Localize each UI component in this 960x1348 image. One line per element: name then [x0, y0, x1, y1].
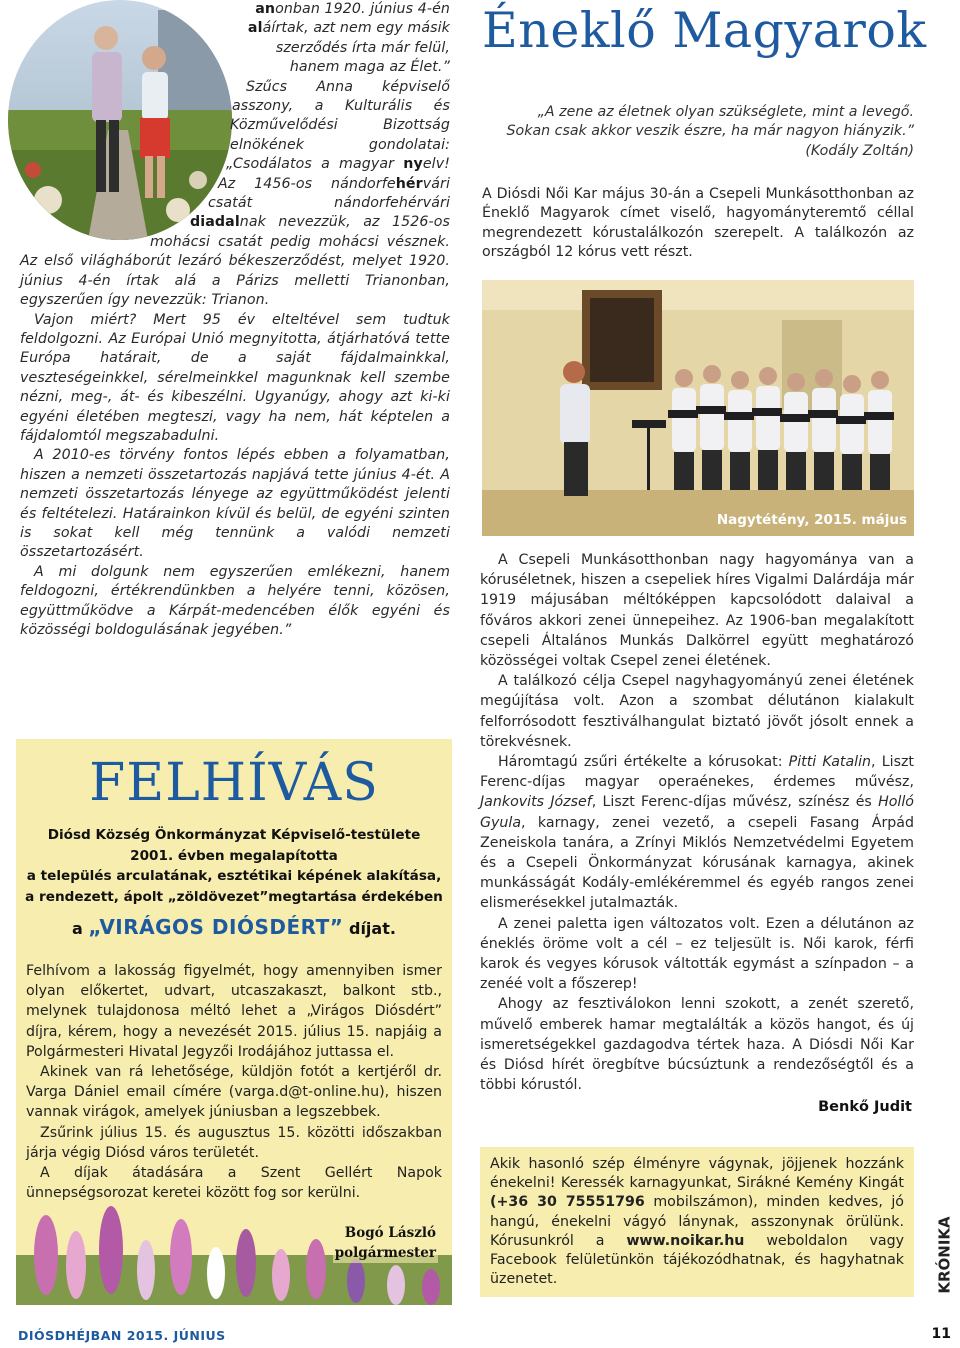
felhivas-box [16, 739, 452, 1305]
kodaly-quote: „A zene az életnek olyan szükséglete, mint a levegő. Sokan csak akkor veszik észre, ha már nagyon hiányzik.” (Kodály Zoltán) [506, 104, 914, 159]
page-number: 11 [931, 1326, 951, 1342]
article-paragraph-2: Vajon miért? Mert 95 év elteltével sem tudtuk feldolgozni. Az Európai Unió megnyitotta, átjárhatóvá tette Európa határait, de a saját fájdalmainkkal, veszteségeinkkel, sérelmeinkkel magunknak kell szembe nézni, meg-, át- és kibeszélni. Ugyanúgy, ahogy azt ki-ki egyéni életében megteszi, vagy ha nem, hát képtelen a fájdalomtól megszabadulni. [20, 311, 450, 444]
felhivas-signature: Bogó László polgármester [334, 1225, 436, 1261]
choir-photo [482, 280, 914, 550]
phone-number: (+36 30 75551796 [490, 1194, 645, 1211]
article-paragraph-1: anonban 1920. június 4-én aláírtak, azt nem egy másik szerződés írta már felül, hanem maga az Élet.” [247, 1, 450, 76]
choir-intro: A Diósdi Női Kar május 30-án a Csepeli Munkásotthonban az Éneklő Magyarok címet viselő, hagyományteremtő céllal megrendezett kórustalálkozón szerepelt. A találkozón az országból 12 kórus vett részt. [482, 186, 914, 261]
trianon-article [20, 0, 450, 640]
recruit-text: Akik hasonló szép élményre vágynak, jöjjenek hozzánk énekelni! Keressék karnagyunkat, Sirákné Kemény Kingát (+36 30 75551796 mobilszámon), minden kedves, jó hangú, énekelni vágyó lánynak, asszonynak örülünk. Kórusunkról a www.noikar.hu weboldalon vagy Facebook felületünkön tájékozódhatnak, és hagyhatnak üzenetet. [490, 1156, 904, 1288]
award-name: „VIRÁGOS DIÓSDÉRT” [88, 915, 344, 939]
article-author: Benkő Judit [818, 1099, 912, 1115]
footer-publication: DIÓSDHÉJBAN 2015. JÚNIUS [18, 1328, 226, 1343]
article-paragraph-3: A 2010-es törvény fontos lépés ebben a folyamatban, hiszen a nemzeti összetartozás napjává tette június 4-ét. A nemzeti összetartozás lényege az együttműködést jelenti és feltételezi. Határainkon kívül és belül, de egyéni szinten is sokat kell még tennünk a valódi nemzeti összetartozásért. [20, 447, 450, 561]
section-side-label [930, 1210, 960, 1300]
felhivas-title: FELHÍVÁS [89, 753, 379, 813]
article-paragraph-quote: Szűcs Anna képviselő asszony, a Kulturális és Közművelődési Bizottság elnökének gondolatai: „Csodálatos a magyar nyelv! Az 1456-os nándorfehérvári csatát nándorfehérvári diadalnak nevezzük, az 1526-os mohácsi csatát pedig mohácsi vésznek. Az első világháborút lezáró békeszerződést, melyet 1920. június 4-én írtak alá a Párizs melletti Trianonban, egyszerűen így nevezzük: Trianon. [20, 78, 450, 309]
juror-name: Jankovits József [480, 794, 592, 811]
felhivas-intro: Diósd Község Önkormányzat Képviselő-testülete 2001. évben megalapította a település arculatának, esztétikai képének alakítása, a rendezett, ápolt „zöldövezet”megtartása érdekében [25, 827, 443, 905]
choir-article-title: Éneklő Magyarok [482, 2, 927, 59]
juror-name: Holló Gyula [480, 794, 914, 831]
website-link[interactable]: www.noikar.hu [626, 1232, 745, 1249]
award-line: a „VIRÁGOS DIÓSDÉRT” díjat. [72, 915, 396, 939]
recruit-box [480, 1147, 914, 1297]
choir-body: A Csepeli Munkásotthonban nagy hagyománya van a kóruséletnek, hiszen a csepeliek híres Vigalmi Dalárdája már 1919 májusában méltóképpen kapcsolódott dalaival a főváros akkori zenei ünnepeihez. Az 1906-ban megalakított csepeli Általános Munkás Dalkörrel együtt meghatározó közösségei voltak Csepel zenei életének. A találkozó célja Csepel nagyhagyományú zenei életének megújítása volt. Azon a szombat délutánon kialakult felforrósodott fesztiválhangulat biztató jövőt jósolt ennek a törekvésnek. Háromtagú zsűri értékelte a kórusokat: Pitti Katalin, Liszt Ferenc-díjas magyar operaénekes, érdemes művész, Jankovits József, Liszt Ferenc-díjas művész, színész és Holló Gyula, karnagy, zenei vezető, a csepeli Fasang Árpád Zeneiskola tanára, a Zrínyi Miklós Nemzetvédelmi Egyetem és a Csepeli Önkormányzat kórusának karnagya, akinek munkásságát Kodály-emlékéremmel és egyéb rangos zenei elismerésekkel jutalmazták. A zenei paletta igen változatos volt. Ezen a délutánon az éneklés öröme volt a cél – ez teljesült is. Női karok, férfi karok és vegyes kórusok váltották egymást a színpadon – a zenéé volt a főszerep! Ahogy az fesztiválokon lenni szokott, a zenét szerető, művelő emberek hamar megtalálták a közös hangot, és új ismeretségekkel gazdagodva tértek haza. A Diósdi Női Kar és Diósd hírét öregbítve búcsúztunk a rendezőségtől és a többi kórustól. [480, 552, 914, 1094]
felhivas-body: Felhívom a lakosság figyelmét, hogy amennyiben ismer olyan előkertet, udvart, utcaszakaszt, balkont stb., melynek tulajdonosa méltó lehet a „Virágos Diósdért” díjra, kérem, hogy a nevezését 2015. július 15. napjáig a Polgármesteri Hivatal Jegyzői Irodájához juttassa el. Akinek van rá lehetősége, küldjön fotót a kertjéről dr. Varga Dániel email címére (varga.d@t-online.hu), hiszen vannak virágok, amelyek júniusban a legszebbek. Zsűrink július 15. és augusztus 15. közötti időszakban járja végig Diósd város területét. A díjak átadására a Szent Gellért Napok ünnepségsorozat keretei között fog sor kerülni. [26, 963, 442, 1202]
photo-caption: Nagytétény, 2015. május 20. [716, 512, 907, 550]
juror-name: Pitti Katalin [788, 754, 872, 771]
svg-text:KRÓNIKA: KRÓNIKA [935, 1216, 954, 1294]
article-paragraph-4: A mi dolgunk nem egyszerűen emlékezni, hanem feldogozni, értékrendünkben a helyére tenni, közösen, együttműködve a Kárpát-medencében élők egyéni és közösségi boldogulásának jegyében.” [20, 563, 450, 638]
